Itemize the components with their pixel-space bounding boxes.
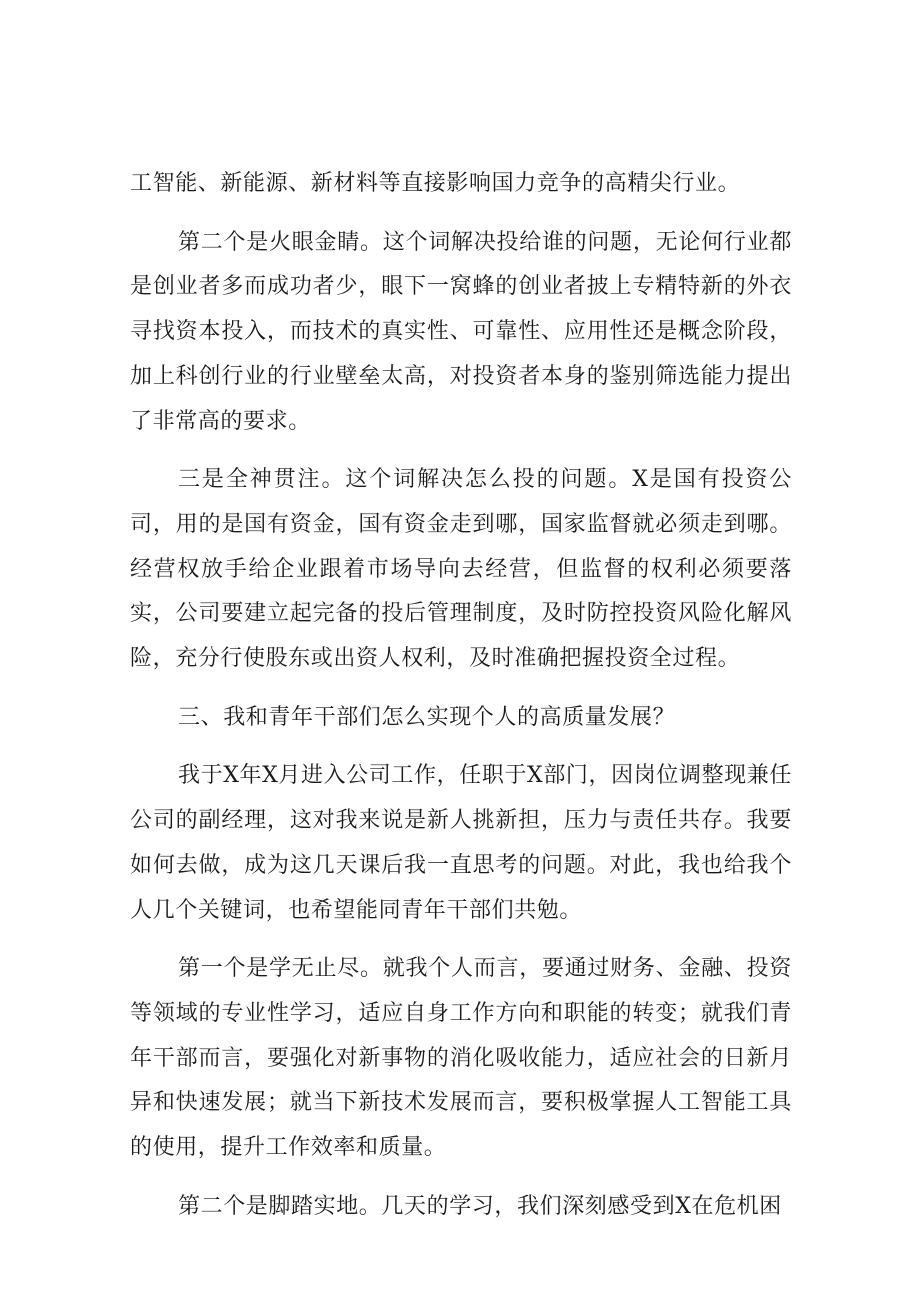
- paragraph-keyword-insight: 第二个是火眼金睛。这个词解决投给谁的问题，无论何行业都是创业者多而成功者少，眼下一窝蜂的创业者披上专精特新的外衣寻找资本投入，而技术的真实性、可靠性、应用性还是概念阶段，加上科创行业的行业壁垒太高，对投资者本身的鉴别筛选能力提出了非常高的要求。: [130, 229, 792, 434]
- document-body: [130, 162, 792, 1243]
- paragraph-continuation: 工智能、新能源、新材料等直接影响国力竞争的高精尖行业。: [130, 171, 741, 196]
- paragraph-keyword-down-to-earth: 第二个是脚踏实地。几天的学习，我们深刻感受到X在危机困: [178, 1193, 782, 1219]
- section-heading-personal-development: 三、我和青年干部们怎么实现个人的高质量发展？: [178, 704, 676, 730]
- paragraph-personal-intro: 我于X年X月进入公司工作，任职于X部门，因岗位调整现兼任公司的副经理，这对我来说是新人挑新担，压力与责任共存。我要如何去做，成为这几天课后我一直思考的问题。对此，我也给我个人几个关键词，也希望能同青年干部们共勉。: [130, 763, 792, 923]
- paragraph-keyword-learning: 第一个是学无止尽。就我个人而言，要通过财务、金融、投资等领域的专业性学习，适应自身工作方向和职能的转变；就我们青年干部而言，要强化对新事物的消化吸收能力，适应社会的日新月异和快速发展；就当下新技术发展而言，要积极掌握人工智能工具的使用，提升工作效率和质量。: [130, 956, 792, 1161]
- paragraph-keyword-focus: 三是全神贯注。这个词解决怎么投的问题。X是国有投资公司，用的是国有资金，国有资金走到哪，国家监督就必须走到哪。经营权放手给企业跟着市场导向去经营，但监督的权利必须要落实，公司要建立起完备的投后管理制度，及时防控投资风险化解风险，充分行使股东或出资人权利，及时准确把握投资全过程。: [130, 467, 792, 672]
